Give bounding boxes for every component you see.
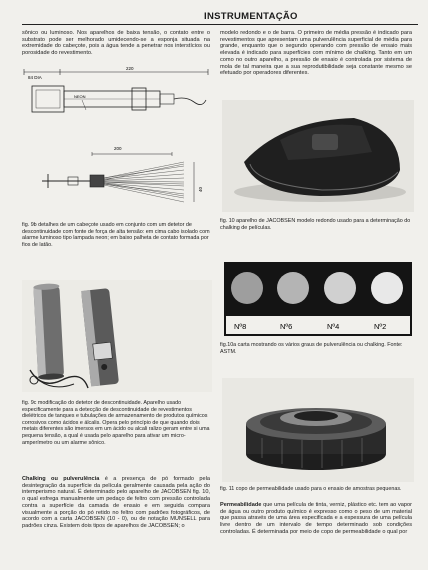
fig9c-photo bbox=[22, 280, 212, 392]
fig9b-technical-drawing bbox=[22, 66, 212, 220]
fig10a-chalking-chart bbox=[224, 262, 412, 336]
diagram-label-diameter: 84 DIA bbox=[28, 75, 42, 80]
section-title: INSTRUMENTAÇÃO bbox=[204, 11, 298, 22]
chart-label-n6: Nº6 bbox=[280, 322, 293, 331]
page-header bbox=[22, 8, 418, 25]
chalking-term: Chalking ou pulverulência bbox=[22, 476, 100, 482]
permeability-term: Permeabilidade bbox=[220, 502, 262, 508]
diagram-label-side: 40 bbox=[198, 186, 203, 192]
diagram-label-neon: NEON bbox=[74, 94, 86, 99]
diagram-label-length-top: 220 bbox=[126, 66, 134, 71]
fig11-caption: fig. 11 copo de permeabilidade usado para o ensaio de amostras pequenas. bbox=[220, 486, 402, 492]
fig11-photo bbox=[222, 378, 414, 482]
right-paragraph-intro: modelo redondo e o de barra. O primeiro de média pressão é indicado para revestimentos que apresentam uma pulverulência superficial de média para grande, enquanto que o segundo operando com pressão de ensaio mais elevada é indicado para superfícies com mínimo de chalking. Tanto em um como no outro aparelho, a pressão de ensaio é controlada por sistema de mola de tal maneira que a sua reprodutibilidade seja constante mesmo se efetuado por operadores diferentes. bbox=[220, 30, 412, 77]
diagram-label-length-bottom: 200 bbox=[114, 146, 122, 151]
right-paragraph-permeability bbox=[220, 502, 412, 536]
fig10-photo bbox=[222, 100, 414, 212]
chalking-text: é a presença de pó formado pela desintegração da superfície da película geralmente causada pela ação do intemperismo natural. É determinado pelo aparelho de JACOBSEN fig. 10, o qual esfrega manualmente um pedaço de feltro com pressão controlada contra a superfície da camada de ensaio e em seguida compara visualmente a porção do pó retido no feltro com padrões fotográficos, de acordo com a carta JACOBSEN (10 - 0), ou de notação MUNSELL para padrões cinza. Existem dois tipos de aparelhos de JACOBSEN; o bbox=[22, 476, 210, 529]
left-paragraph-intro: sônico ou luminoso. Nos aparelhos de baixa tensão, o contato entre o substrato pode ser melhorado umidecendo-se a esponja situada na extremidade do cabeçote, pois a água tende a penetrar nos interstícios ou porosidade do revestimento. bbox=[22, 30, 210, 57]
left-paragraph-chalking bbox=[22, 476, 210, 530]
chart-label-n8: Nº8 bbox=[234, 322, 247, 331]
fig10a-caption: fig.10a carta mostrando os vários graus de pulverulência ou chalking. Fonte: ASTM. bbox=[220, 342, 403, 355]
permeability-text: que uma película de tinta, verniz, plástico etc. tem ao vapor de água ou outro produto químico é expresso como o peso de um material que passa através de uma área especificada e a espessura de uma película livre dentro de um intervalo de tempo determinado sob condições controladas. É determinada por meio de copo de permeabilidade o qual por bbox=[220, 502, 412, 535]
fig9b-caption: fig. 9b detalhes de um cabeçote usado em conjunto com um detetor de descontinuidade com fonte de força de alta tensão: em cima cabo isolado com alarme luminoso tipo lampada neon; em baixo palheta de contato formada por fios de latão. bbox=[22, 222, 210, 248]
chart-label-n4: Nº4 bbox=[327, 322, 340, 331]
fig10-caption: fig. 10 aparelho de JACOBSEN modelo redondo usado para a determinação do chalking de películas. bbox=[220, 218, 411, 231]
chart-label-n2: Nº2 bbox=[374, 322, 387, 331]
fig9c-caption: fig. 9c modificação do detetor de descontinuidade. Aparelho usado especificamente para a detecção de descontinuidade de revestimentos dielétricos de tanques e tubulações de armazenamento de produtos químicos corrosivos como ácidos e álcalis. Opera pelo princípio de que quando dois metais diferentes são imersos em um ácido ou alcali ralizo geram entre si uma pequena tensão, a qual é usada pelo aparelho para ativar um micro-amperímetro ou um alarme sônico. bbox=[22, 400, 210, 446]
